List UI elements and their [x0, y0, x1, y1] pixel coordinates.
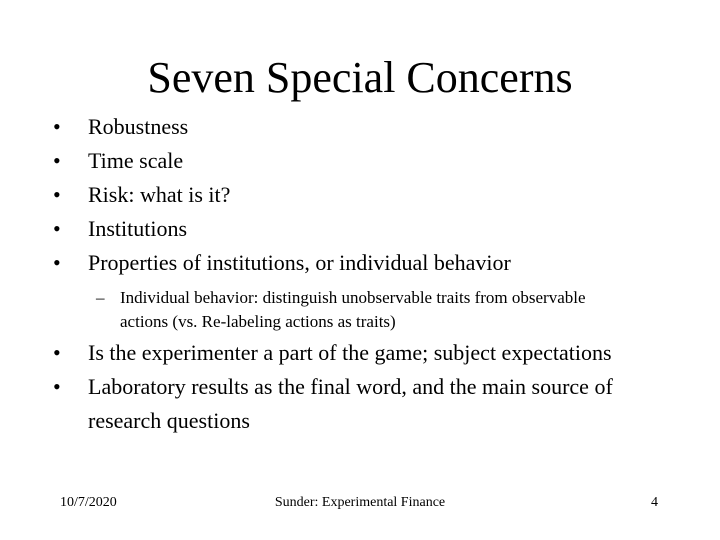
bullet-marker: •	[53, 374, 61, 399]
footer-date: 10/7/2020	[60, 495, 117, 510]
bullet-marker: •	[53, 340, 61, 365]
slide-title: Seven Special Concerns	[147, 53, 573, 102]
bullet-text: Properties of institutions, or individual behavior	[88, 250, 511, 275]
bullet-text: Robustness	[88, 114, 189, 139]
bullet-text: Is the experimenter a part of the game; subject expectations	[88, 340, 612, 365]
bullet-marker: •	[53, 182, 61, 207]
bullet-marker: •	[53, 250, 61, 275]
bullet-text: Time scale	[88, 148, 184, 173]
bullet-text: Laboratory results as the final word, and the main source of research questions	[88, 374, 613, 433]
footer-title: Sunder: Experimental Finance	[274, 495, 446, 510]
sub-bullet-marker: –	[96, 288, 105, 307]
bullet-marker: •	[53, 148, 61, 173]
page-number: 4	[651, 495, 658, 510]
bullet-text: Institutions	[88, 216, 188, 241]
sub-bullet-text: Individual behavior: distinguish unobservable traits from observable actions (vs. Re-labeling actions as traits)	[120, 288, 586, 331]
bullet-text: Risk: what is it?	[88, 182, 231, 207]
bullet-marker: •	[53, 114, 61, 139]
bullet-marker: •	[53, 216, 61, 241]
